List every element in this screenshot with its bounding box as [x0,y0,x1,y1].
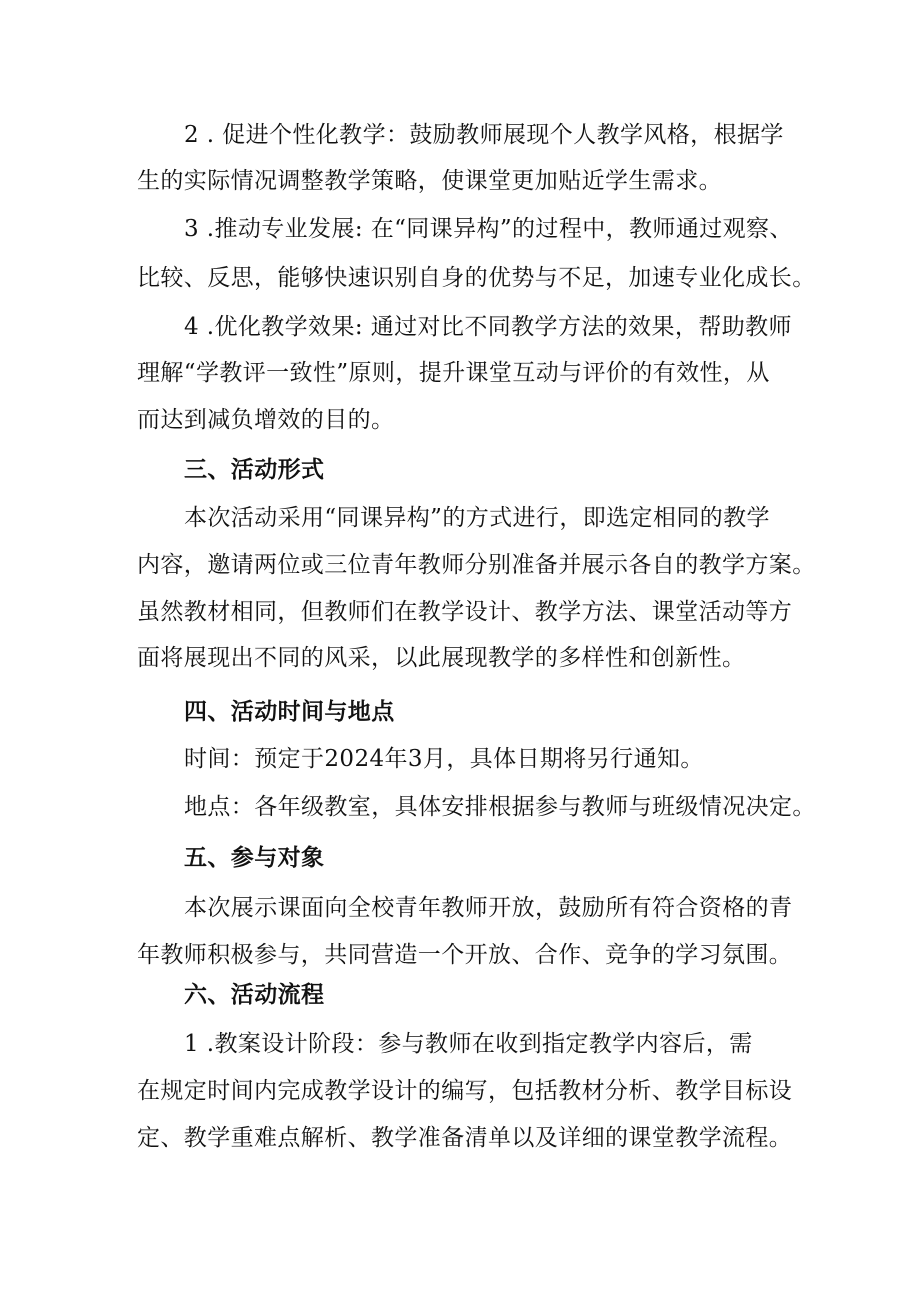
participants-line-1: 本次展示课面向全校青年教师开放，鼓励所有符合资格的青 [184,895,793,921]
process-item-1-line-2: 在规定时间内完成教学设计的编写，包括教材分析、教学目标设 [137,1078,793,1104]
activity-form-line-3: 虽然教材相同，但教师们在教学设计、教学方法、课堂活动等方 [137,599,793,625]
participants-line-2: 年教师积极参与，共同营造一个开放、合作、竞争的学习氛围。 [137,942,793,968]
item-3-line-1: 3 .推动专业发展: 在“同课异构”的过程中，教师通过观察、 [184,216,793,242]
activity-form-line-2: 内容，邀请两位或三位青年教师分别准备并展示各自的教学方案。 [137,552,816,578]
activity-form-line-1: 本次活动采用“同课异构”的方式进行，即选定相同的教学 [184,505,770,531]
section-heading-process: 六、活动流程 [184,982,325,1008]
section-heading-activity-form: 三、活动形式 [184,457,325,483]
item-3-line-2: 比较、反思，能够快速识别自身的优势与不足，加速专业化成长。 [137,265,816,291]
item-4-line-3: 而达到减负增效的目的。 [137,407,395,433]
place-line: 地点：各年级教室，具体安排根据参与教师与班级情况决定。 [184,794,816,820]
section-heading-time-place: 四、活动时间与地点 [184,699,395,725]
item-2-line-2: 生的实际情况调整教学策略，使课堂更加贴近学生需求。 [137,168,722,194]
process-item-1-line-1: 1 .教案设计阶段：参与教师在收到指定教学内容后，需 [184,1031,753,1057]
item-4-line-1: 4 .优化教学效果: 通过对比不同教学方法的效果，帮助教师 [184,314,792,340]
item-4-line-2: 理解“学教评一致性”原则，提升课堂互动与评价的有效性，从 [137,360,770,386]
item-2-line-1: 2 . 促进个性化教学：鼓励教师展现个人教学风格，根据学 [184,122,784,148]
section-heading-participants: 五、参与对象 [184,845,325,871]
process-item-1-line-3: 定、教学重难点解析、教学准备清单以及详细的课堂教学流程。 [137,1125,793,1151]
activity-form-line-4: 面将展现出不同的风采，以此展现教学的多样性和创新性。 [137,645,746,671]
time-line: 时间：预定于2024年3月，具体日期将另行通知。 [184,746,704,772]
